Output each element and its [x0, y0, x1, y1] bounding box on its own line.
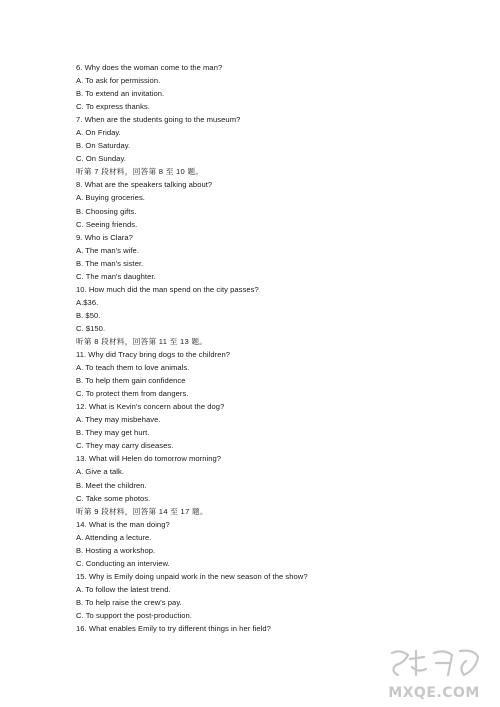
section-heading-7: 听第 7 段材料，回答第 8 至 10 题。 — [76, 167, 204, 177]
option-14c: C. Conducting an interview. — [76, 558, 170, 568]
option-12b: B. They may get hurt. — [76, 428, 150, 438]
option-6c: C. To express thanks. — [76, 102, 150, 112]
option-8b: B. Choosing gifts. — [76, 206, 137, 216]
option-13a: A. Give a talk. — [76, 467, 125, 477]
option-7c: C. On Sunday. — [76, 154, 126, 164]
option-12a: A. They may misbehave. — [76, 415, 161, 425]
option-14b: B. Hosting a workshop. — [76, 545, 156, 555]
exam-page — [76, 61, 476, 635]
option-14a: A. Attending a lecture. — [76, 532, 152, 542]
option-11a: A. To teach them to love animals. — [76, 363, 190, 373]
section-heading-8: 听第 8 段材料，回答第 11 至 13 题。 — [76, 336, 208, 346]
question-11: 11. Why did Tracy bring dogs to the children? — [76, 350, 231, 360]
option-10a: A.$36. — [76, 297, 99, 307]
option-15c: C. To support the post-production. — [76, 610, 192, 620]
option-12c: C. They may carry diseases. — [76, 441, 174, 451]
option-6b: B. To extend an invitation. — [76, 89, 165, 99]
watermark-label-bottom: MXQE.COM — [388, 685, 480, 701]
option-15b: B. To help raise the crew's pay. — [76, 597, 182, 607]
option-11c: C. To protect them from dangers. — [76, 389, 189, 399]
question-10: 10. How much did the man spend on the city passes? — [76, 284, 259, 294]
question-6: 6. Why does the woman come to the man? — [76, 63, 223, 72]
option-8c: C. Seeing friends. — [76, 219, 138, 229]
option-9a: A. The man's wife. — [76, 245, 139, 255]
option-15a: A. To follow the latest trend. — [76, 584, 171, 594]
question-13: 13. What will Helen do tomorrow morning? — [76, 454, 222, 464]
option-7a: A. On Friday. — [76, 128, 121, 138]
question-9: 9. Who is Clara? — [76, 232, 133, 242]
question-7: 7. When are the students going to the museum? — [76, 115, 241, 125]
question-12: 12. What is Kevin's concern about the dog? — [76, 402, 225, 412]
section-heading-9: 听第 9 段材料，回答第 14 至 17 题。 — [76, 506, 208, 516]
question-16: 16. What enables Emily to try different things in her field? — [76, 624, 271, 634]
option-8a: A. Buying groceries. — [76, 193, 145, 203]
question-14: 14. What is the man doing? — [76, 519, 170, 529]
option-9b: B. The man's sister. — [76, 258, 144, 268]
option-9c: C. The man's daughter. — [76, 271, 156, 281]
option-13b: B. Meet the children. — [76, 480, 147, 490]
option-10c: C. $150. — [76, 323, 106, 333]
option-11b: B. To help them gain confidence — [76, 376, 186, 386]
watermark-logo — [382, 645, 486, 703]
option-7b: B. On Saturday. — [76, 141, 131, 151]
option-10b: B. $50. — [76, 310, 101, 320]
option-13c: C. Take some photos. — [76, 493, 151, 503]
question-8: 8. What are the speakers talking about? — [76, 180, 213, 190]
question-15: 15. Why is Emily doing unpaid work in the new season of the show? — [76, 571, 308, 581]
option-6a: A. To ask for permission. — [76, 76, 161, 86]
